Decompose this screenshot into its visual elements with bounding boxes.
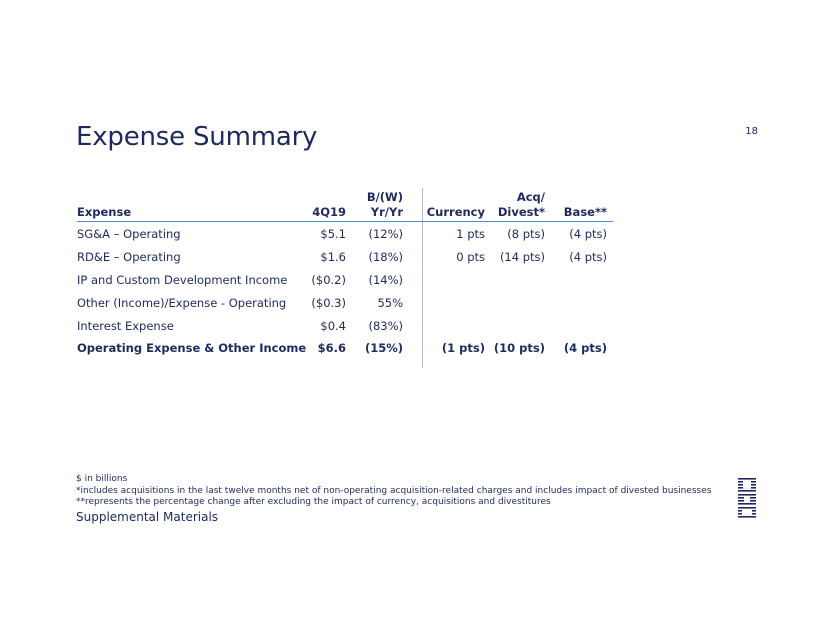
footnote-units: $ in billions: [76, 474, 128, 484]
row-label: Interest Expense: [77, 319, 174, 333]
header-acq-line1: Acq/: [516, 190, 545, 204]
row-currency: 0 pts: [456, 250, 485, 264]
footnotes: [76, 474, 711, 509]
header-expense: Expense: [77, 205, 132, 219]
row-bw: (14%): [368, 273, 403, 287]
row-bw: (18%): [368, 250, 403, 264]
total-row-base: (4 pts): [563, 341, 607, 355]
row-bw: (12%): [368, 227, 403, 241]
row-value: ($0.2): [311, 273, 346, 287]
header-acq-line2: Divest*: [497, 205, 545, 219]
row-label: RD&E – Operating: [77, 250, 181, 264]
row-value: $5.1: [320, 227, 346, 241]
row-label: SG&A – Operating: [77, 227, 181, 241]
slide-title: Expense Summary: [76, 122, 318, 152]
ibm-logo: [736, 478, 758, 518]
row-value: ($0.3): [311, 296, 346, 310]
header-bw-line1: B/(W): [366, 190, 403, 204]
row-currency: 1 pts: [456, 227, 485, 241]
header-currency: Currency: [426, 205, 485, 219]
total-row-currency: (1 pts): [441, 341, 485, 355]
row-value: $0.4: [320, 319, 346, 333]
row-value: $1.6: [320, 250, 346, 264]
total-row-value: $6.6: [317, 341, 346, 355]
total-row-acq: (10 pts): [493, 341, 545, 355]
header-4q19: 4Q19: [312, 205, 346, 219]
row-label: Other (Income)/Expense - Operating: [77, 296, 287, 310]
supplemental-materials: Supplemental Materials: [76, 510, 219, 524]
header-base: Base**: [563, 205, 607, 219]
row-bw: 55%: [377, 296, 403, 310]
header-rule: [77, 221, 613, 222]
total-row-bw: (15%): [364, 341, 403, 355]
row-label: IP and Custom Development Income: [77, 273, 288, 287]
total-row-label: Operating Expense & Other Income: [77, 341, 307, 355]
row-base: (4 pts): [569, 227, 607, 241]
row-acq: (8 pts): [507, 227, 545, 241]
row-acq: (14 pts): [499, 250, 545, 264]
footnote-base: **represents the percentage change after excluding the impact of currency, acquisitions and divestitures: [76, 497, 551, 507]
expense-table: [77, 188, 613, 370]
footnote-acquisitions: *includes acquisitions in the last twelve months net of non-operating acquisition-related charges and includes impact of divested businesses: [76, 485, 712, 496]
row-bw: (83%): [368, 319, 403, 333]
row-base: (4 pts): [569, 250, 607, 264]
page-number: 18: [745, 126, 758, 137]
header-bw-line2: Yr/Yr: [370, 205, 403, 219]
